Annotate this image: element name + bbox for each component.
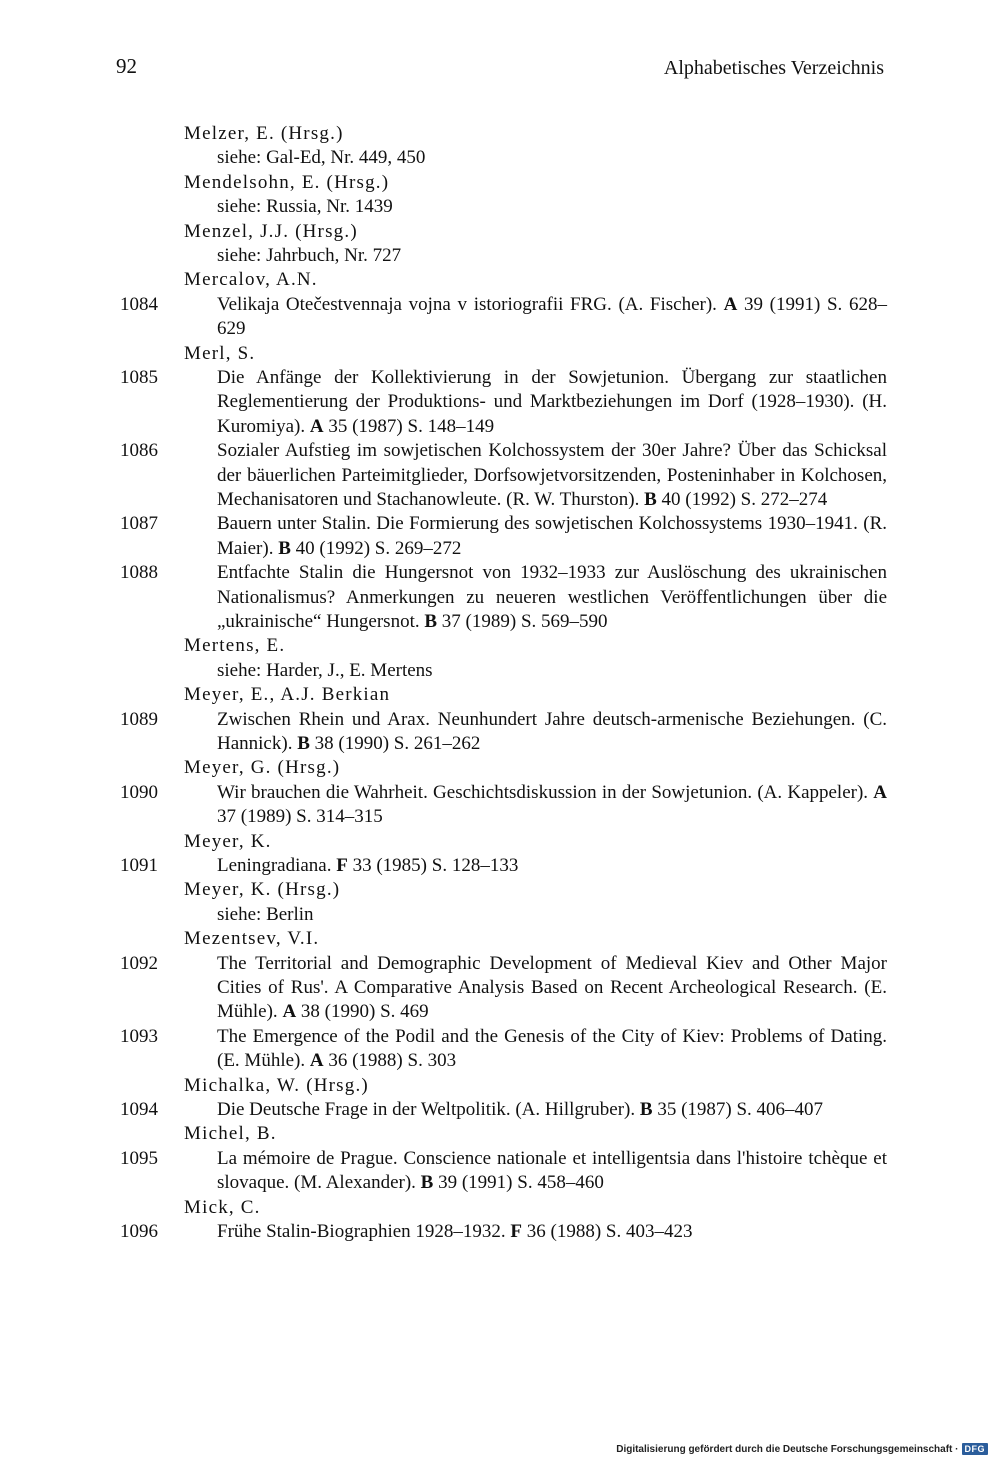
author-name: Mercalov, A.N. xyxy=(184,269,318,291)
journal-volume-letter: A xyxy=(873,781,887,803)
entry-number: 1085 xyxy=(120,366,158,388)
see-reference: siehe: Berlin xyxy=(217,903,314,925)
cross-reference xyxy=(0,195,1000,219)
footer xyxy=(616,1443,988,1455)
journal-volume-letter: B xyxy=(424,611,438,632)
see-reference: siehe: Harder, J., E. Mertens xyxy=(217,659,433,681)
cross-reference xyxy=(0,146,1000,170)
author-heading xyxy=(0,1122,1000,1146)
author-heading xyxy=(0,634,1000,658)
author-heading xyxy=(0,683,1000,707)
journal-volume-letter: A xyxy=(723,293,738,315)
author-name: Melzer, E. (Hrsg.) xyxy=(184,123,344,144)
index-entry xyxy=(0,952,1000,1025)
author-name: Michalka, W. (Hrsg.) xyxy=(184,1074,369,1096)
cross-reference xyxy=(0,659,1000,683)
entry-text: La mémoire de Prague. Conscience nationale et intelligentsia dans l'histoire tchèque et slovaque. (M. Alexander). B 39 (1991) S. 458–460 xyxy=(217,1147,887,1194)
author-heading xyxy=(0,1074,1000,1098)
author-heading xyxy=(0,878,1000,902)
index-entry xyxy=(0,561,1000,634)
see-reference: siehe: Jahrbuch, Nr. 727 xyxy=(217,244,402,266)
entry-number: 1088 xyxy=(120,562,158,584)
journal-volume-letter: A xyxy=(309,1050,324,1072)
entry-text: The Emergence of the Podil and the Genesis of the City of Kiev: Problems of Dating. (E. Mühle). A 36 (1988) S. 303 xyxy=(217,1025,887,1072)
page-number: 92 xyxy=(116,54,137,78)
author-name: Mezentsev, V.I. xyxy=(184,928,320,950)
journal-volume-letter: B xyxy=(420,1172,434,1194)
entry-number: 1087 xyxy=(120,513,158,535)
entry-text: Sozialer Aufstieg im sowjetischen Kolchossystem der 30er Jahre? Über das Schicksal der bäuerlichen Parteimitglieder, Dorfsowjetvorsitzenden, Posteninhaber in Kolchosen, Mechanisatoren und Stachanowleute. (R. W. Thurston). B 40 (1992) S. 272–274 xyxy=(217,440,887,510)
index-entry xyxy=(0,781,1000,830)
journal-volume-letter: B xyxy=(644,488,657,510)
index-entry xyxy=(0,854,1000,878)
author-heading xyxy=(0,342,1000,366)
index-entry xyxy=(0,439,1000,512)
index-list xyxy=(0,122,1000,1244)
see-reference: siehe: Gal-Ed, Nr. 449, 450 xyxy=(217,147,426,169)
index-entry xyxy=(0,1147,1000,1196)
entry-text: Wir brauchen die Wahrheit. Geschichtsdiskussion in der Sowjetunion. (A. Kappeler). A 37 (1989) S. 314–315 xyxy=(217,781,887,828)
entry-number: 1084 xyxy=(120,293,158,315)
index-entry xyxy=(0,366,1000,439)
entry-number: 1092 xyxy=(120,952,158,974)
author-heading xyxy=(0,171,1000,195)
see-reference: siehe: Russia, Nr. 1439 xyxy=(217,196,393,218)
author-name: Meyer, G. (Hrsg.) xyxy=(184,757,341,779)
author-name: Menzel, J.J. (Hrsg.) xyxy=(184,220,358,242)
author-heading xyxy=(0,122,1000,146)
journal-volume-letter: F xyxy=(336,854,348,876)
journal-volume-letter: B xyxy=(639,1098,653,1120)
index-entry xyxy=(0,1098,1000,1122)
author-heading xyxy=(0,1196,1000,1220)
entry-number: 1090 xyxy=(120,781,158,803)
author-heading xyxy=(0,220,1000,244)
entry-number: 1089 xyxy=(120,708,158,730)
journal-volume-letter: B xyxy=(278,537,291,559)
entry-text: The Territorial and Demographic Development of Medieval Kiev and Other Major Cities of Rus'. A Comparative Analysis Based on Recent Archeological Research. (E. Mühle). A 38 (1990) S. 469 xyxy=(217,952,887,1023)
author-name: Michel, B. xyxy=(184,1123,277,1145)
entry-text: Die Anfänge der Kollektivierung in der Sowjetunion. Übergang zur staatlichen Reglementierung der Produktions- und Marktbeziehungen im Dorf (1928–1930). (H. Kuromiya). A 35 (1987) S. 148–149 xyxy=(217,366,887,437)
entry-text: Bauern unter Stalin. Die Formierung des sowjetischen Kolchossystems 1930–1941. (R. Maier). B 40 (1992) S. 269–272 xyxy=(217,513,887,559)
author-name: Mendelsohn, E. (Hrsg.) xyxy=(184,171,390,193)
entry-text: Velikaja Otečestvennaja vojna v istoriografii FRG. (A. Fischer). A 39 (1991) S. 628–629 xyxy=(217,293,887,340)
dfg-logo: DFG xyxy=(962,1443,989,1455)
entry-number: 1094 xyxy=(120,1098,158,1120)
journal-volume-letter: A xyxy=(309,415,324,437)
index-entry xyxy=(0,1220,1000,1244)
entry-number: 1096 xyxy=(120,1220,158,1242)
author-name: Meyer, K. xyxy=(184,830,272,852)
index-entry xyxy=(0,708,1000,757)
entry-text: Zwischen Rhein und Arax. Neunhundert Jahre deutsch-armenische Beziehungen. (C. Hannick). B 38 (1990) S. 261–262 xyxy=(217,708,887,754)
author-name: Meyer, K. (Hrsg.) xyxy=(184,879,341,901)
author-heading xyxy=(0,268,1000,292)
journal-volume-letter: F xyxy=(510,1220,523,1242)
author-heading xyxy=(0,756,1000,780)
entry-text: Die Deutsche Frage in der Weltpolitik. (A. Hillgruber). B 35 (1987) S. 406–407 xyxy=(217,1098,824,1120)
index-entry xyxy=(0,512,1000,561)
journal-volume-letter: A xyxy=(282,1001,297,1023)
entry-text: Entfachte Stalin die Hungersnot von 1932–1933 zur Auslöschung des ukrainischen Nationalismus? Anmerkungen zu neueren westlichen Veröffentlichungen über die „ukrainische“ Hungersnot. B 37 (1989) S. 569–590 xyxy=(217,562,887,632)
entry-number: 1095 xyxy=(120,1147,158,1169)
entry-number: 1093 xyxy=(120,1025,158,1047)
author-name: Mertens, E. xyxy=(184,635,286,657)
author-name: Meyer, E., A.J. Berkian xyxy=(184,684,391,706)
footer-text: Digitalisierung gefördert durch die Deutsche Forschungsgemeinschaft · xyxy=(616,1443,959,1455)
author-name: Mick, C. xyxy=(184,1196,261,1218)
cross-reference xyxy=(0,244,1000,268)
author-heading xyxy=(0,927,1000,951)
index-entry xyxy=(0,293,1000,342)
entry-text: Leningradiana. F 33 (1985) S. 128–133 xyxy=(217,854,519,876)
cross-reference xyxy=(0,903,1000,927)
entry-text: Frühe Stalin-Biographien 1928–1932. F 36 (1988) S. 403–423 xyxy=(217,1220,693,1242)
journal-volume-letter: B xyxy=(297,732,310,754)
author-heading xyxy=(0,830,1000,854)
entry-number: 1086 xyxy=(120,440,158,462)
running-head: Alphabetisches Verzeichnis xyxy=(663,57,884,79)
index-entry xyxy=(0,1025,1000,1074)
author-name: Merl, S. xyxy=(184,342,256,364)
entry-number: 1091 xyxy=(120,854,158,876)
